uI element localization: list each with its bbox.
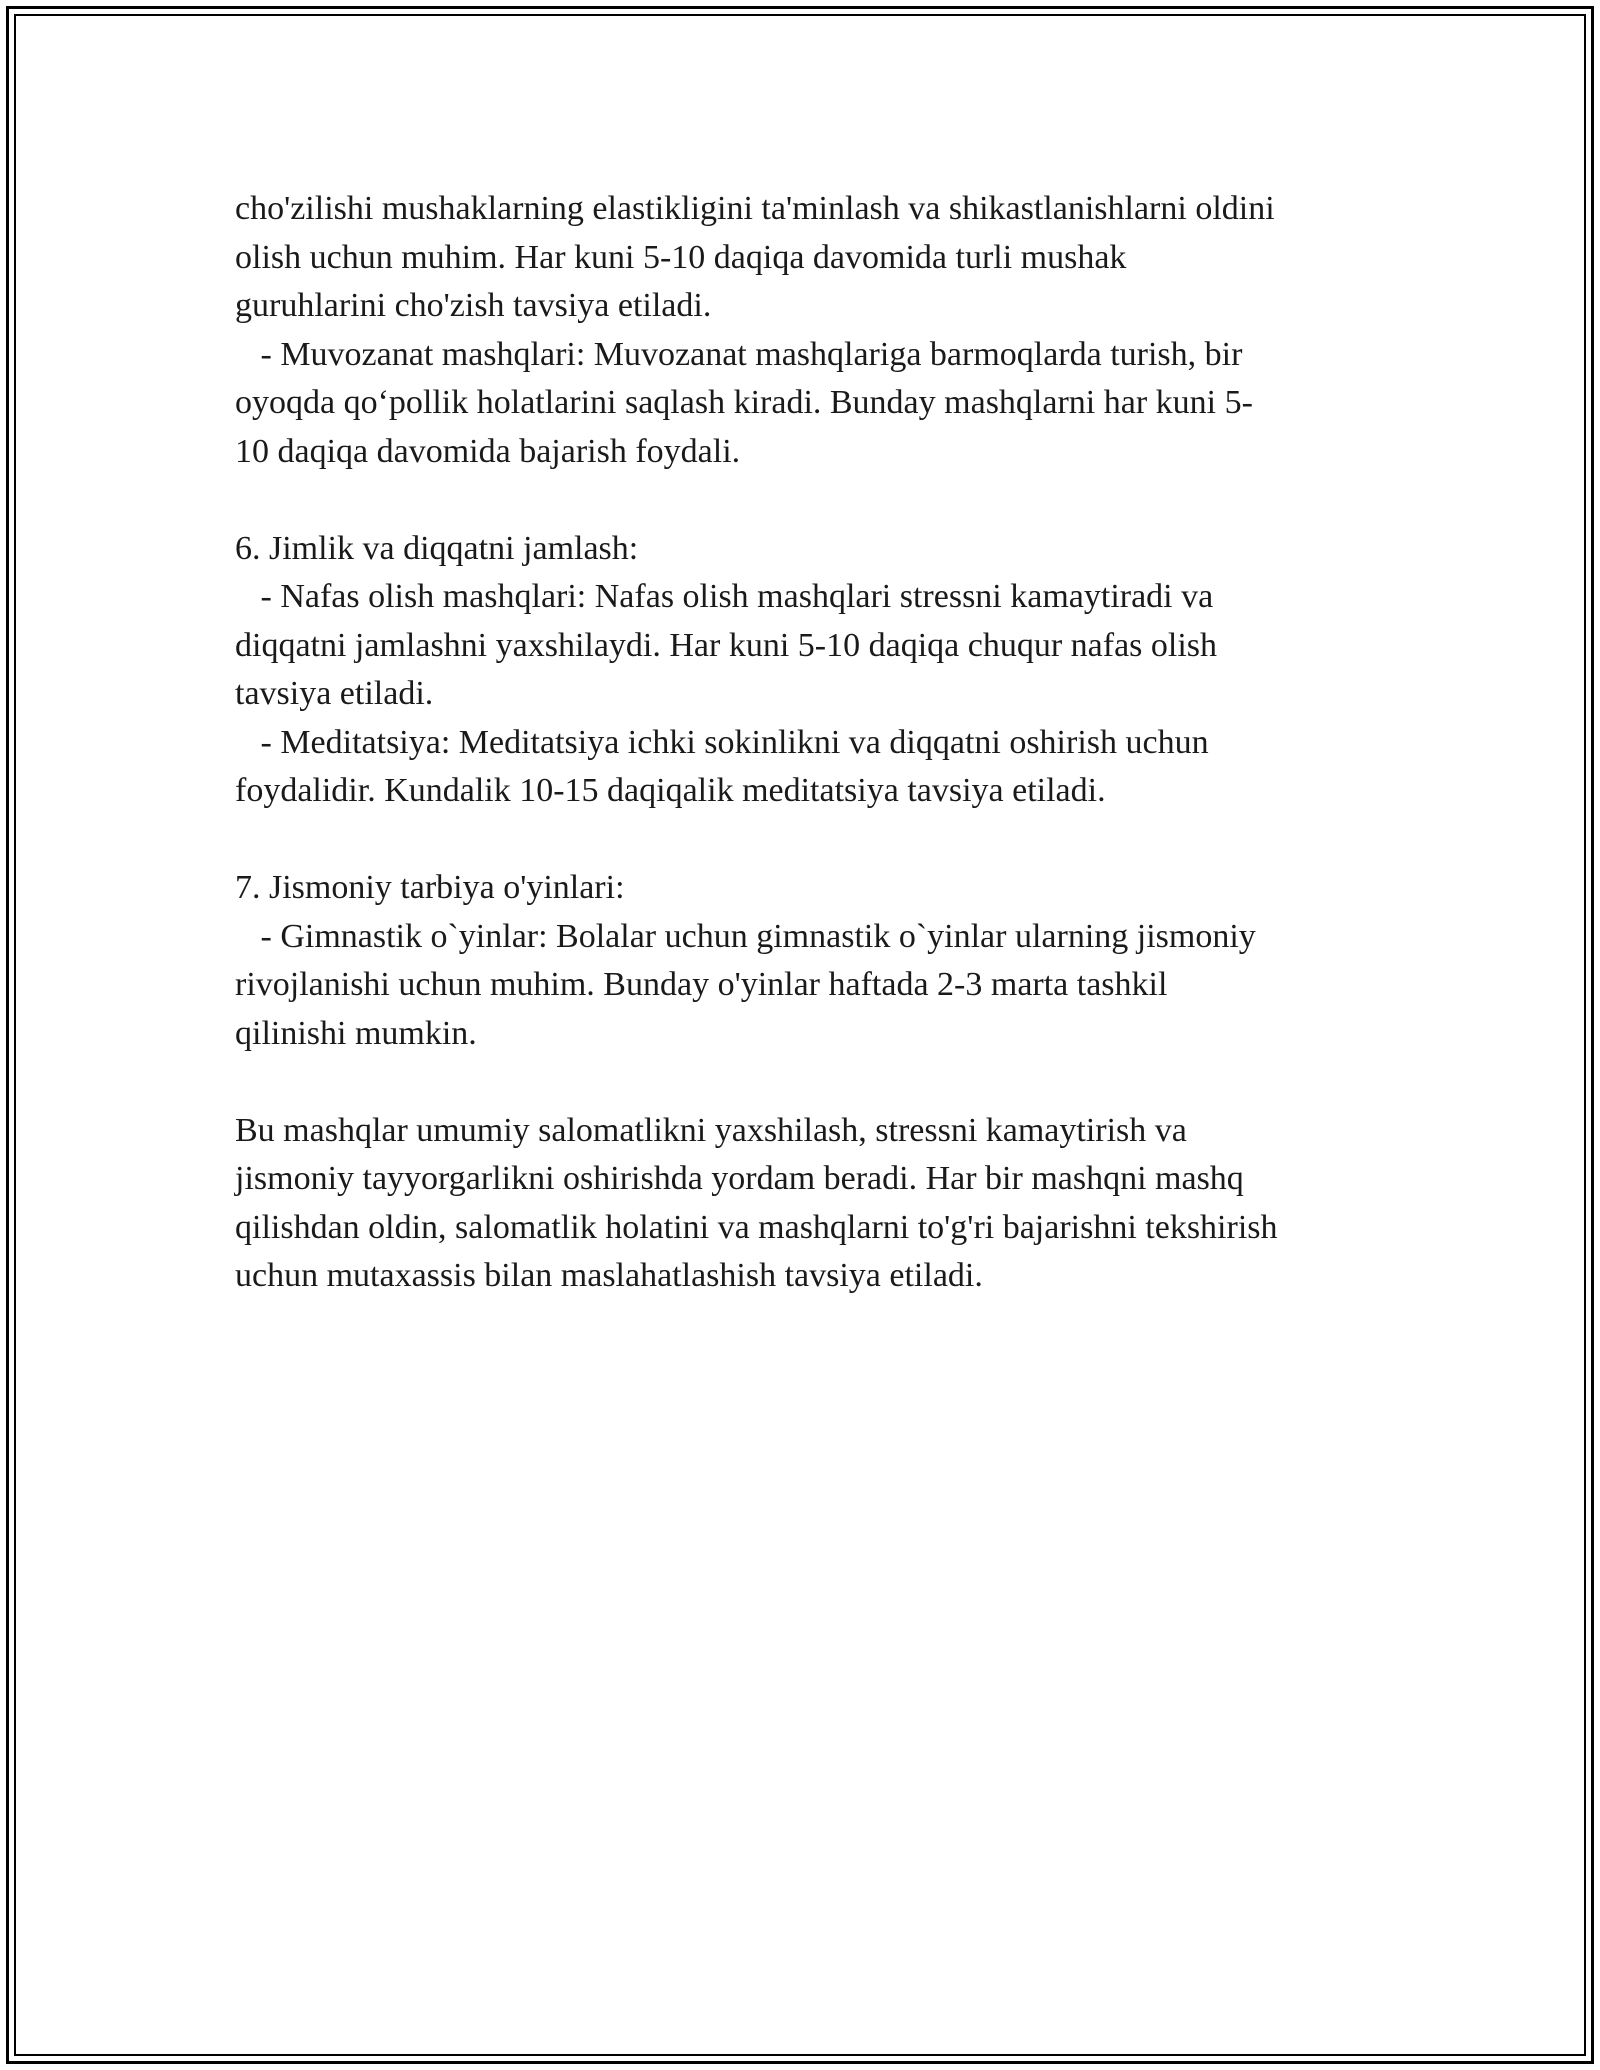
text-line: qilinishi mumkin. (235, 1014, 477, 1052)
blank-line (235, 476, 1385, 525)
text-line: tavsiya etiladi. (235, 675, 434, 712)
blank-line (235, 1058, 1385, 1107)
text-line: uchun mutaxassis bilan maslahatlashish tavsiya etiladi. (235, 1257, 983, 1294)
text-line: - Nafas olish mashqlari: Nafas olish mashqlari stressni kamaytiradi va (235, 578, 1214, 615)
text-line: 10 daqiqa davomida bajarish foydali. (235, 432, 741, 470)
text-line: qilishdan oldin, salomatlik holatini va mashqlarni to'g'ri bajarishni tekshirish (235, 1208, 1278, 1246)
text-line: cho'zilishi mushaklarning elastikligini ta'minlash va shikastlanishlarni oldini (235, 190, 1275, 227)
text-line: olish uchun muhim. Har kuni 5-10 daqiqa davomida turli mushak (235, 238, 1127, 276)
text-line: guruhlarini cho'zish tavsiya etiladi. (235, 287, 712, 324)
text-line: jismoniy tayyorgarlikni oshirishda yordam beradi. Har bir mashqni mashq (235, 1160, 1244, 1197)
text-line: oyoqda qo‘pollik holatlarini saqlash kiradi. Bunday mashqlarni har kuni 5- (235, 384, 1253, 421)
text-line: Bu mashqlar umumiy salomatlikni yaxshilash, stressni kamaytirish va (235, 1111, 1187, 1149)
document-body (235, 185, 1385, 1301)
text-line: - Gimnastik o`yinlar: Bolalar uchun gimnastik o`yinlar ularning jismoniy (235, 917, 1256, 955)
blank-line (235, 816, 1385, 865)
text-line: foydalidir. Kundalik 10-15 daqiqalik meditatsiya tavsiya etiladi. (235, 772, 1106, 809)
text-line: - Meditatsiya: Meditatsiya ichki sokinlikni va diqqatni oshirish uchun (235, 723, 1209, 761)
section-heading: 6. Jimlik va diqqatni jamlash: (235, 529, 639, 567)
text-line: rivojlanishi uchun muhim. Bunday o'yinlar haftada 2-3 marta tashkil (235, 966, 1168, 1003)
text-line: - Muvozanat mashqlari: Muvozanat mashqlariga barmoqlarda turish, bir (235, 335, 1243, 373)
section-heading: 7. Jismoniy tarbiya o'yinlari: (235, 869, 625, 906)
text-line: diqqatni jamlashni yaxshilaydi. Har kuni 5-10 daqiqa chuqur nafas olish (235, 626, 1218, 664)
